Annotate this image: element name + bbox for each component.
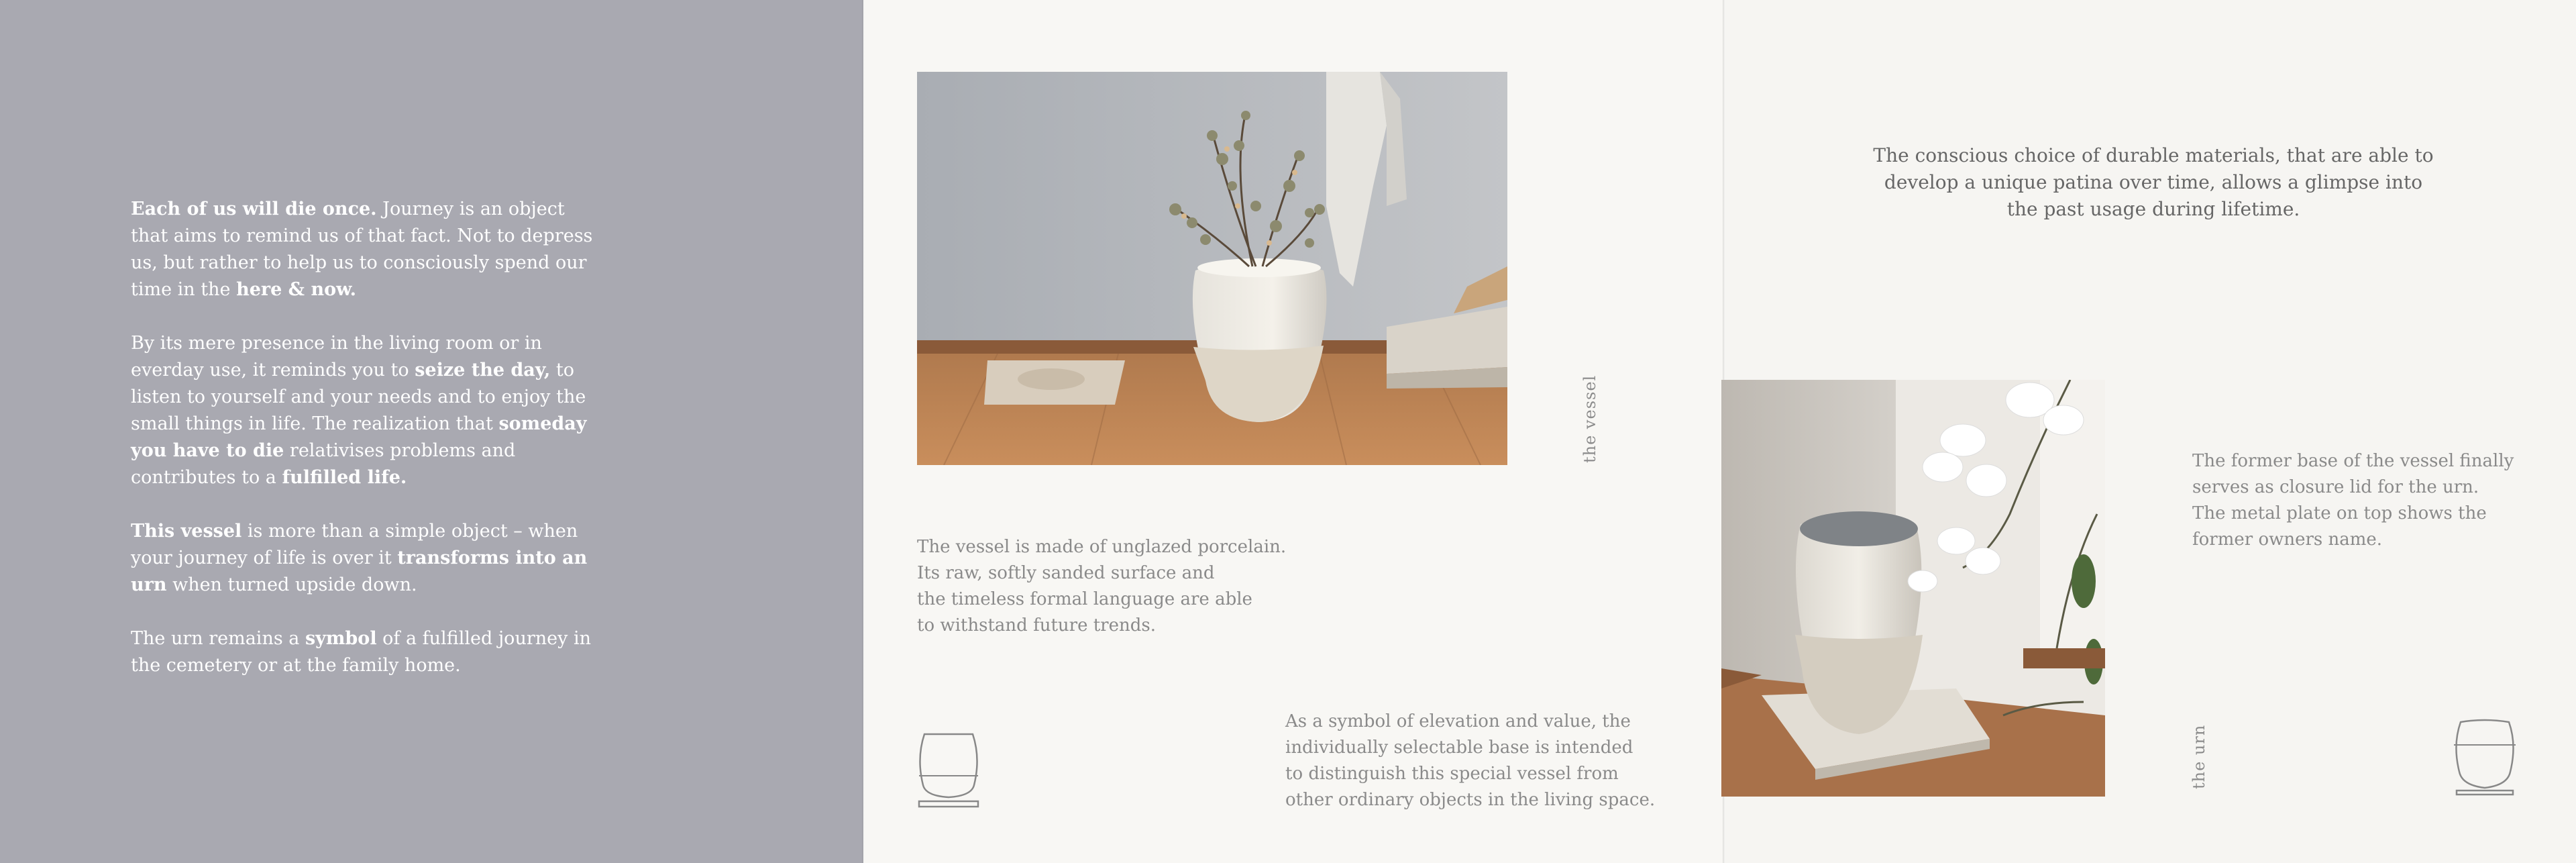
left-panel [0,0,863,863]
urn-photo-illustration [1721,380,2105,797]
intro-paragraph [131,518,600,599]
urn-side-label: the urn [2190,724,2208,789]
intro-paragraph [131,625,600,679]
base-description: As a symbol of elevation and value, the individually selectable base is intended to distinguish this special vessel from other ordinary objects in the living space. [1285,711,1656,810]
vessel-photo [917,72,1507,465]
vessel-description: The vessel is made of unglazed porcelain. Its raw, softly sanded surface and the timeless formal language are able to withstand future trends. [917,537,1287,636]
intro-paragraph [131,196,600,303]
emphasis-text: This vessel [131,521,242,542]
emphasis-text: Each of us will die once. [131,199,377,219]
urn-outline-icon [2450,718,2520,800]
emphasis-text: fulfilled life. [282,467,407,488]
fold-line [862,0,865,863]
body-text: Journey is an object that aims to remind us of that fact. Not to depress us, but rather to help us to consciously spend our time in the [131,199,593,300]
body-text: to listen to yourself and your needs and to enjoy the small things in life. The realization that [131,360,586,434]
body-text: is more than a simple object – when your journey of life is over it [131,521,578,568]
vessel-outline-icon [914,731,983,813]
body-text: of a fulfilled journey in the cemetery or at the family home. [131,628,591,676]
body-text: relativises problems and contributes to a [131,440,516,488]
body-text: The urn remains a [131,628,305,649]
emphasis-text: transforms into an urn [131,548,588,595]
urn-photo [1721,380,2105,797]
body-text: when turned upside down. [166,574,417,595]
materials-quote: The conscious choice of durable materials, that are able to develop a unique patina over time, allows a glimpse into the past usage during lifetime. [1873,144,2434,220]
emphasis-text: symbol [305,628,377,649]
intro-text [131,196,600,706]
emphasis-text: someday you have to die [131,413,587,461]
body-text: By its mere presence in the living room or in everday use, it reminds you to [131,333,542,380]
emphasis-text: seize the day, [415,360,551,380]
emphasis-text: here & now. [236,279,357,300]
vessel-photo-illustration [917,72,1507,465]
urn-description: The former base of the vessel finally serves as closure lid for the urn. The metal plate on top shows the former owners name. [2192,451,2514,550]
vessel-side-label: the vessel [1580,374,1599,463]
intro-paragraph [131,330,600,491]
